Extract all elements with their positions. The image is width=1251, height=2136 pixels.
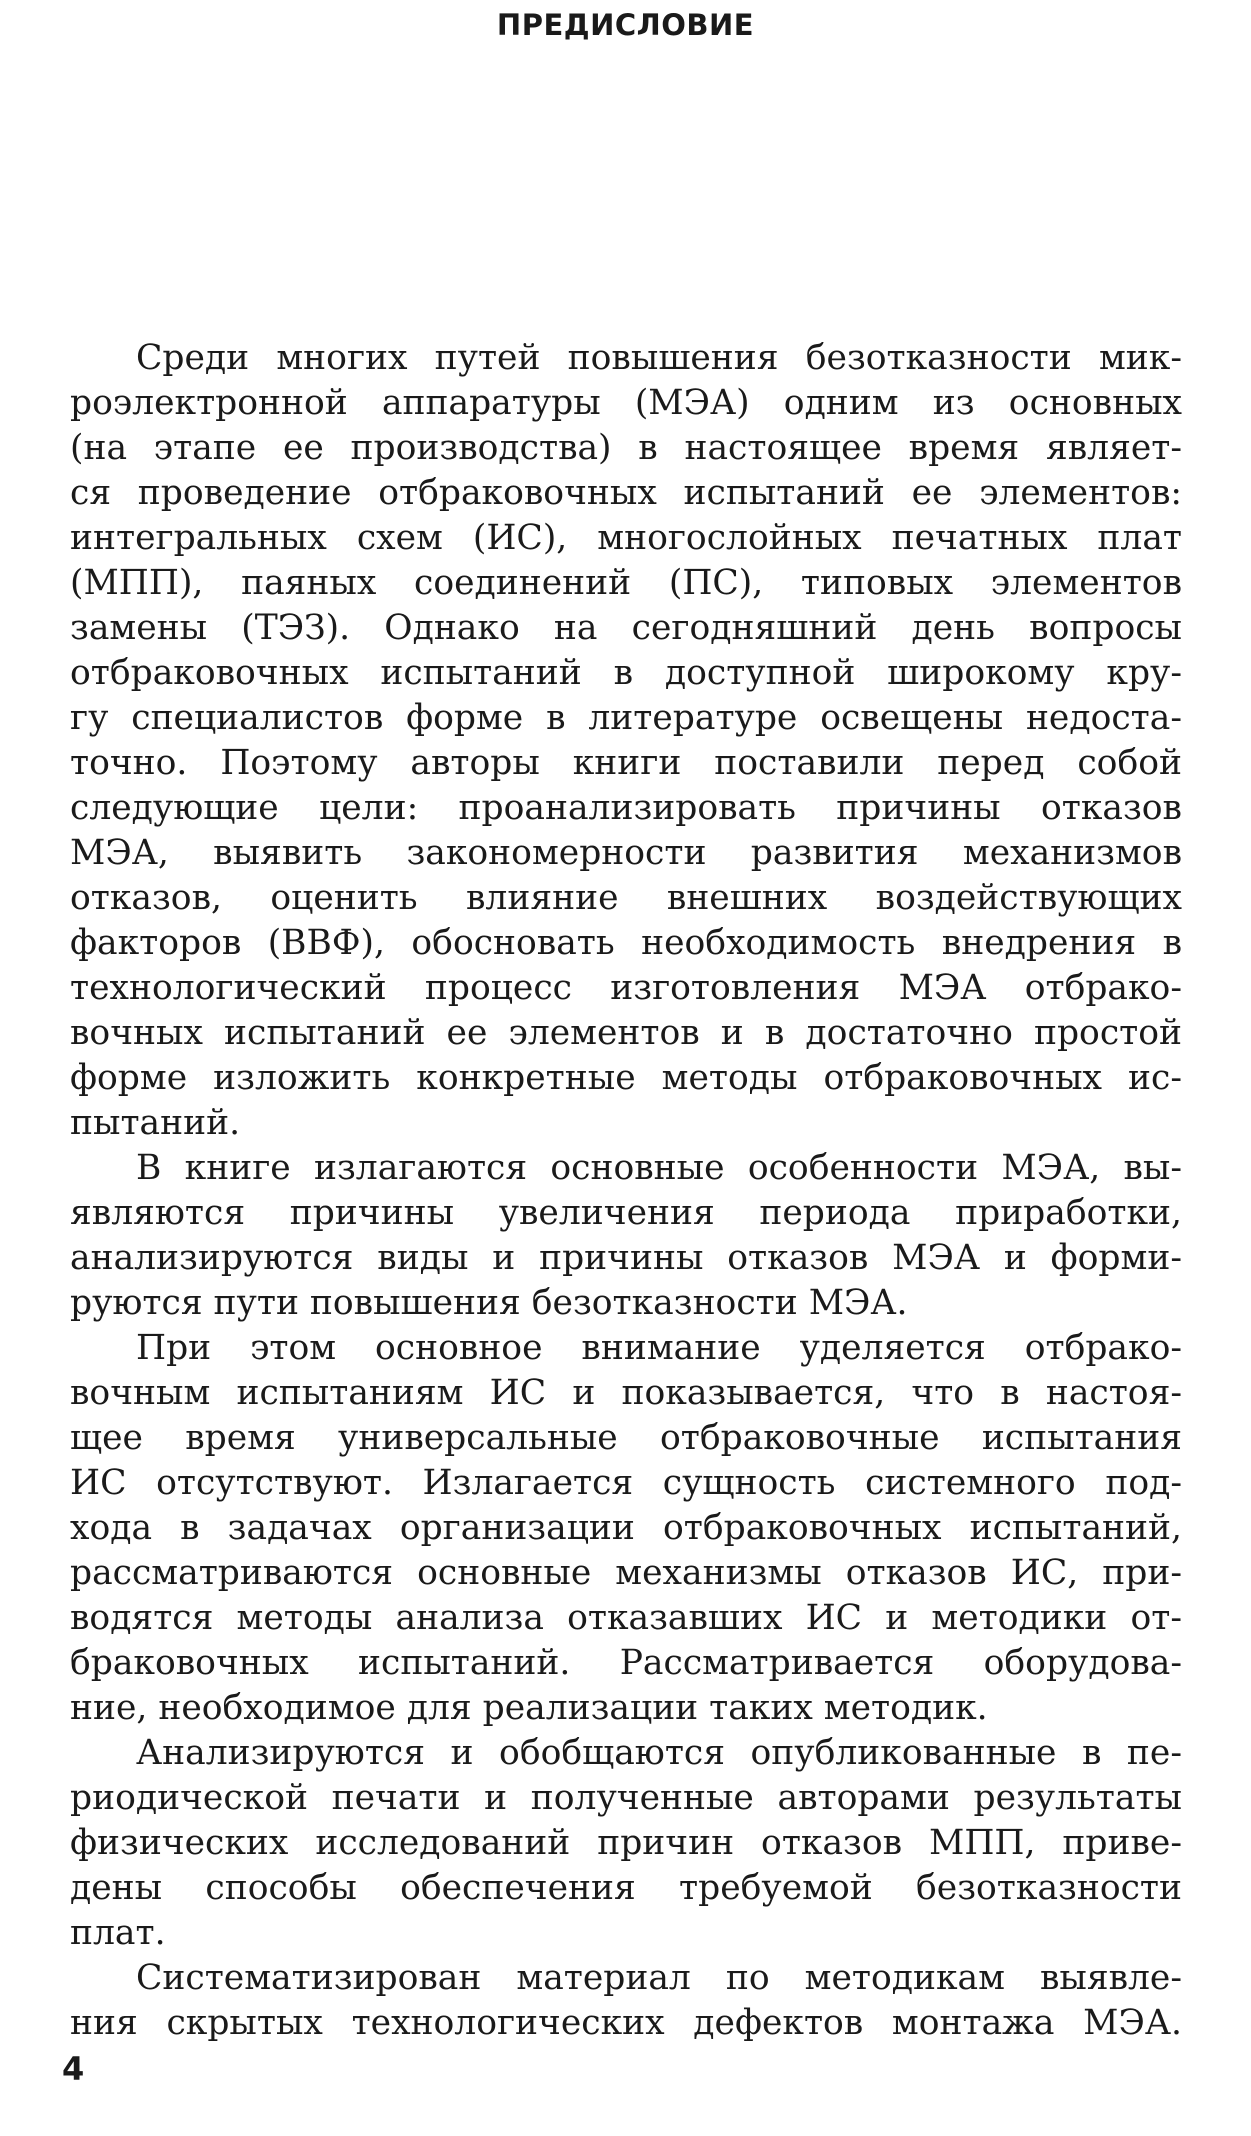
text-line: физических исследований причин отказов МПП, приве- — [70, 1823, 1182, 1863]
text-line: отбраковочных испытаний в доступной широкому кру- — [70, 653, 1182, 693]
text-line: В книге излагаются основные особенности МЭА, вы- — [136, 1148, 1182, 1188]
text-line: ИС отсутствуют. Излагается сущность системного под- — [70, 1463, 1182, 1503]
text-line: замены (ТЭЗ). Однако на сегодняшний день вопросы — [70, 608, 1182, 648]
text-line: щее время универсальные отбраковочные испытания — [70, 1418, 1182, 1458]
text-line: дены способы обеспечения требуемой безотказности — [70, 1868, 1182, 1908]
text-line: отказов, оценить влияние внешних воздействующих — [70, 878, 1182, 918]
text-line: ся проведение отбраковочных испытаний ее элементов: — [70, 473, 1182, 513]
text-line: Анализируются и обобщаются опубликованные в пе- — [136, 1733, 1182, 1773]
text-line: вочным испытаниям ИС и показывается, что в настоя- — [70, 1373, 1182, 1413]
paragraph-5 — [70, 1956, 1182, 2046]
text-line: следующие цели: проанализировать причины отказов — [70, 788, 1182, 828]
text-line: МЭА, выявить закономерности развития механизмов — [70, 833, 1182, 873]
text-line: являются причины увеличения периода приработки, — [70, 1193, 1182, 1233]
text-line: При этом основное внимание уделяется отбрако- — [136, 1328, 1182, 1368]
page-heading: ПРЕДИСЛОВИЕ — [496, 8, 755, 42]
text-line: анализируются виды и причины отказов МЭА и форми- — [70, 1238, 1182, 1278]
text-line: (на этапе ее производства) в настоящее время являет- — [70, 428, 1182, 468]
text-line: риодической печати и полученные авторами результаты — [70, 1778, 1182, 1818]
text-line: интегральных схем (ИС), многослойных печатных плат — [70, 518, 1182, 558]
paragraph-3 — [70, 1326, 1182, 1731]
text-line: ние, необходимое для реализации таких методик. — [70, 1688, 988, 1728]
text-line: водятся методы анализа отказавших ИС и методики от- — [70, 1598, 1182, 1638]
text-line: Среди многих путей повышения безотказности мик- — [136, 338, 1182, 378]
text-line: форме изложить конкретные методы отбраковочных ис- — [70, 1058, 1182, 1098]
paragraph-1 — [70, 336, 1182, 1146]
text-line: технологический процесс изготовления МЭА отбрако- — [70, 968, 1182, 1008]
text-line: гу специалистов форме в литературе освещены недоста- — [70, 698, 1182, 738]
text-line: плат. — [70, 1913, 166, 1953]
text-line: браковочных испытаний. Рассматривается оборудова- — [70, 1643, 1182, 1683]
text-line: хода в задачах организации отбраковочных испытаний, — [70, 1508, 1182, 1548]
text-line: вочных испытаний ее элементов и в достаточно простой — [70, 1013, 1182, 1053]
text-line: пытаний. — [70, 1103, 241, 1143]
text-line: факторов (ВВФ), обосновать необходимость внедрения в — [70, 923, 1182, 963]
text-line: ния скрытых технологических дефектов монтажа МЭА. — [70, 2003, 1182, 2043]
page-number: 4 — [62, 2050, 85, 2088]
text-line: (МПП), паяных соединений (ПС), типовых элементов — [70, 563, 1182, 603]
text-line: Систематизирован материал по методикам выявле- — [136, 1958, 1182, 1998]
text-line: рассматриваются основные механизмы отказов ИС, при- — [70, 1553, 1182, 1593]
text-line: роэлектронной аппаратуры (МЭА) одним из основных — [70, 383, 1182, 423]
body-text — [70, 336, 1182, 2046]
text-line: руются пути повышения безотказности МЭА. — [70, 1283, 908, 1323]
paragraph-4 — [70, 1731, 1182, 1956]
paragraph-2 — [70, 1146, 1182, 1326]
text-line: точно. Поэтому авторы книги поставили перед собой — [70, 743, 1182, 783]
